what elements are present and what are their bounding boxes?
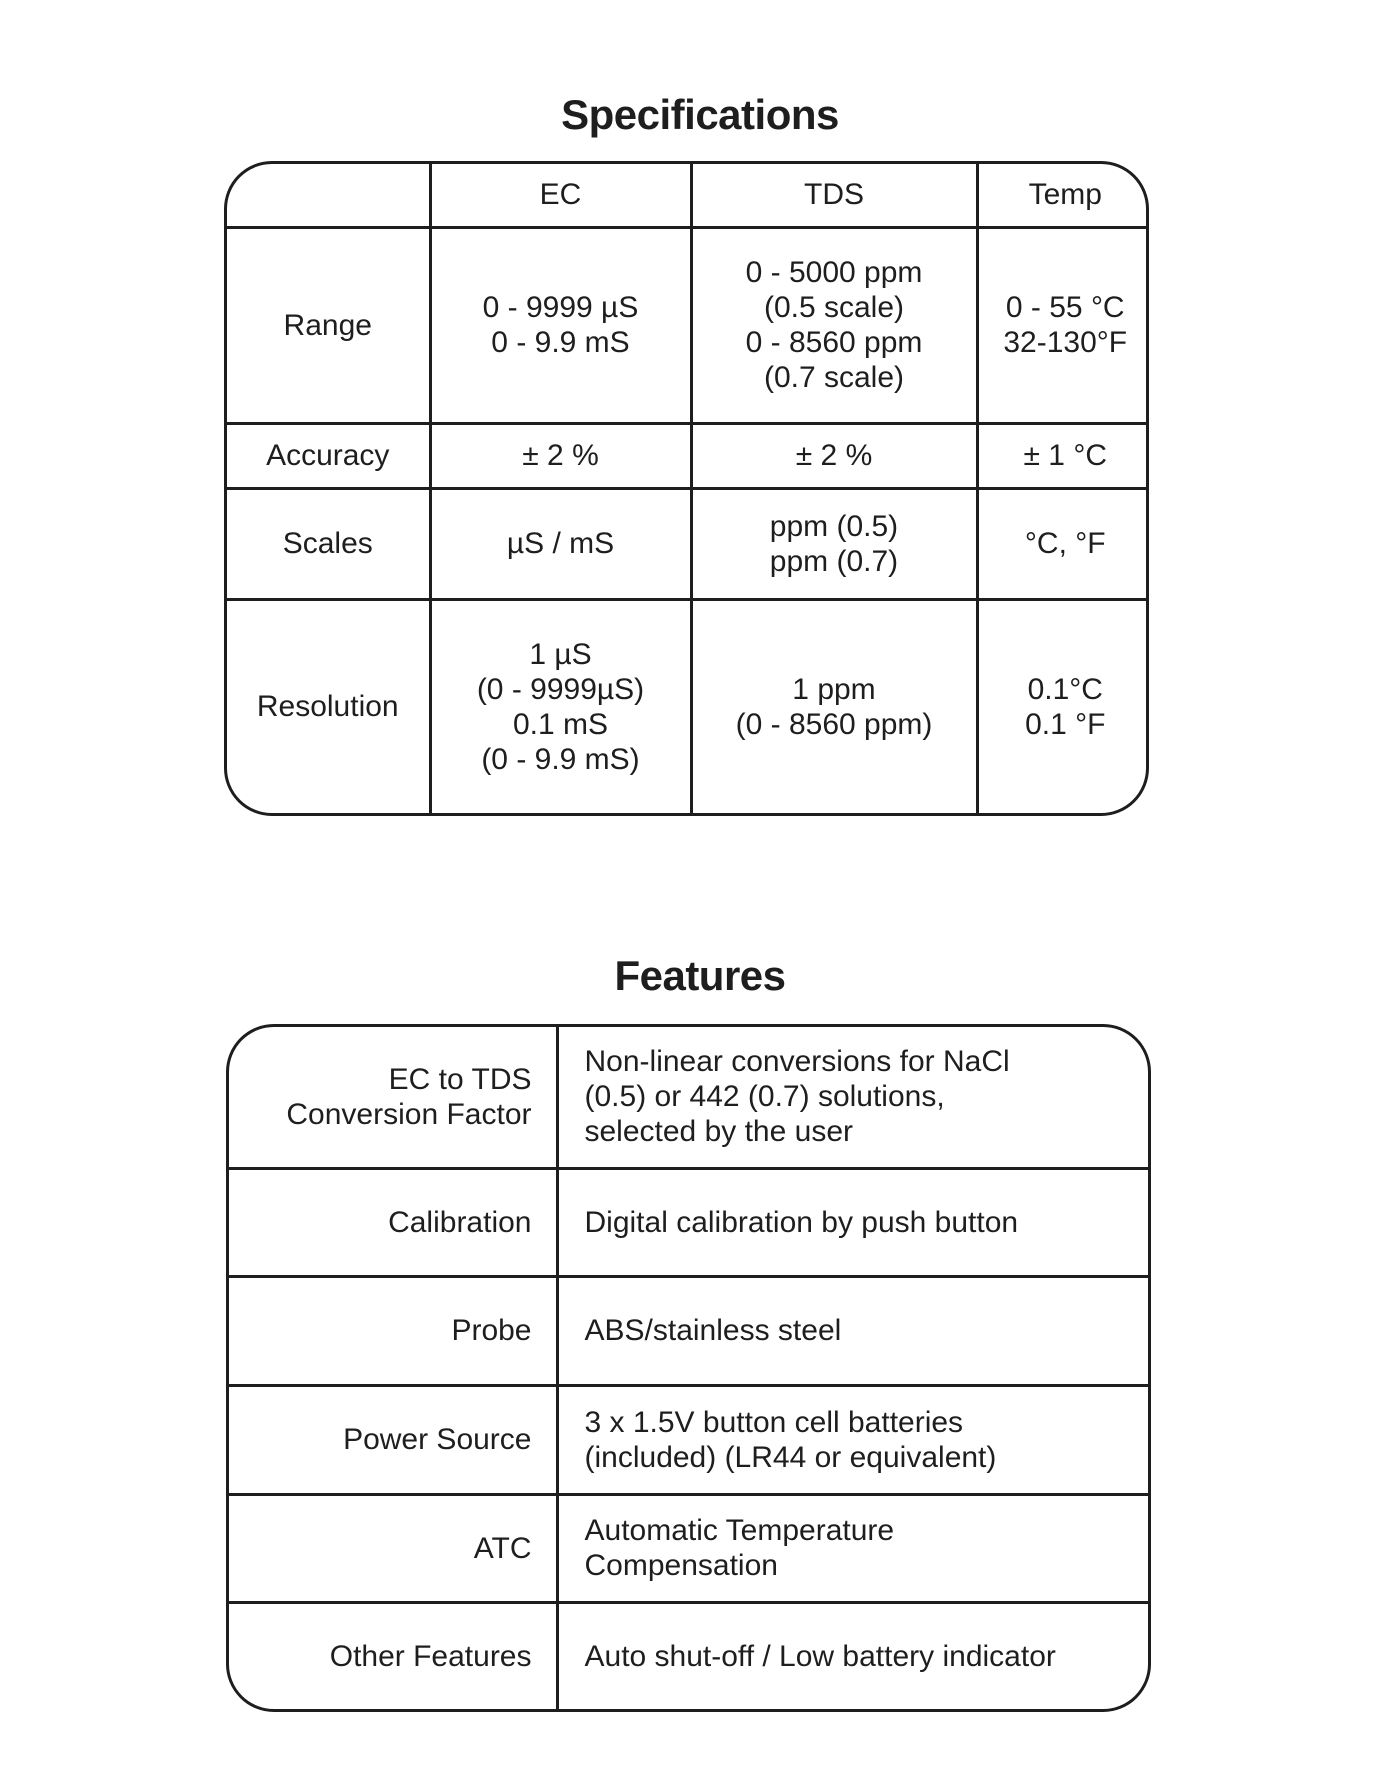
specifications-row-resolution [227, 599, 1149, 813]
features-table [226, 1024, 1151, 1712]
feature-label: ATC [229, 1494, 557, 1602]
specifications-row-range [227, 227, 1149, 423]
tds-value: 0 - 5000 ppm (0.5 scale) 0 - 8560 ppm (0.7 scale) [691, 227, 977, 423]
feature-label: Probe [229, 1276, 557, 1385]
features-row-power-source [229, 1385, 1151, 1494]
specifications-table [224, 161, 1149, 816]
feature-value: ABS/stainless steel [557, 1276, 1151, 1385]
feature-label: Power Source [229, 1385, 557, 1494]
header-blank-cell [227, 164, 430, 227]
tds-value: 1 ppm (0 - 8560 ppm) [691, 599, 977, 813]
feature-label: EC to TDS Conversion Factor [229, 1027, 557, 1168]
temp-value: 0 - 55 °C 32-130°F [977, 227, 1149, 423]
row-label: Resolution [227, 599, 430, 813]
feature-value: Digital calibration by push button [557, 1168, 1151, 1276]
ec-value: 0 - 9999 µS 0 - 9.9 mS [430, 227, 691, 423]
specifications-title: Specifications [561, 91, 839, 138]
features-title: Features [614, 952, 786, 999]
ec-value: ± 2 % [430, 423, 691, 488]
features-row-other-features [229, 1602, 1151, 1709]
temp-value: 0.1°C 0.1 °F [977, 599, 1149, 813]
features-row-atc [229, 1494, 1151, 1602]
header-tds: TDS [691, 164, 977, 227]
feature-value: 3 x 1.5V button cell batteries (included) (LR44 or equivalent) [557, 1385, 1151, 1494]
specifications-header-row [227, 164, 1149, 227]
temp-value: °C, °F [977, 488, 1149, 599]
feature-value: Non-linear conversions for NaCl (0.5) or 442 (0.7) solutions, selected by the user [557, 1027, 1151, 1168]
header-temp: Temp [977, 164, 1149, 227]
specifications-row-scales [227, 488, 1149, 599]
tds-value: ppm (0.5) ppm (0.7) [691, 488, 977, 599]
feature-label: Other Features [229, 1602, 557, 1709]
ec-value: 1 µS (0 - 9999µS) 0.1 mS (0 - 9.9 mS) [430, 599, 691, 813]
header-ec: EC [430, 164, 691, 227]
feature-label: Calibration [229, 1168, 557, 1276]
features-row-conversion-factor [229, 1027, 1151, 1168]
feature-value: Auto shut-off / Low battery indicator [557, 1602, 1151, 1709]
features-row-probe [229, 1276, 1151, 1385]
row-label: Accuracy [227, 423, 430, 488]
row-label: Range [227, 227, 430, 423]
row-label: Scales [227, 488, 430, 599]
features-row-calibration [229, 1168, 1151, 1276]
specifications-row-accuracy [227, 423, 1149, 488]
feature-value: Automatic Temperature Compensation [557, 1494, 1151, 1602]
tds-value: ± 2 % [691, 423, 977, 488]
temp-value: ± 1 °C [977, 423, 1149, 488]
ec-value: µS / mS [430, 488, 691, 599]
